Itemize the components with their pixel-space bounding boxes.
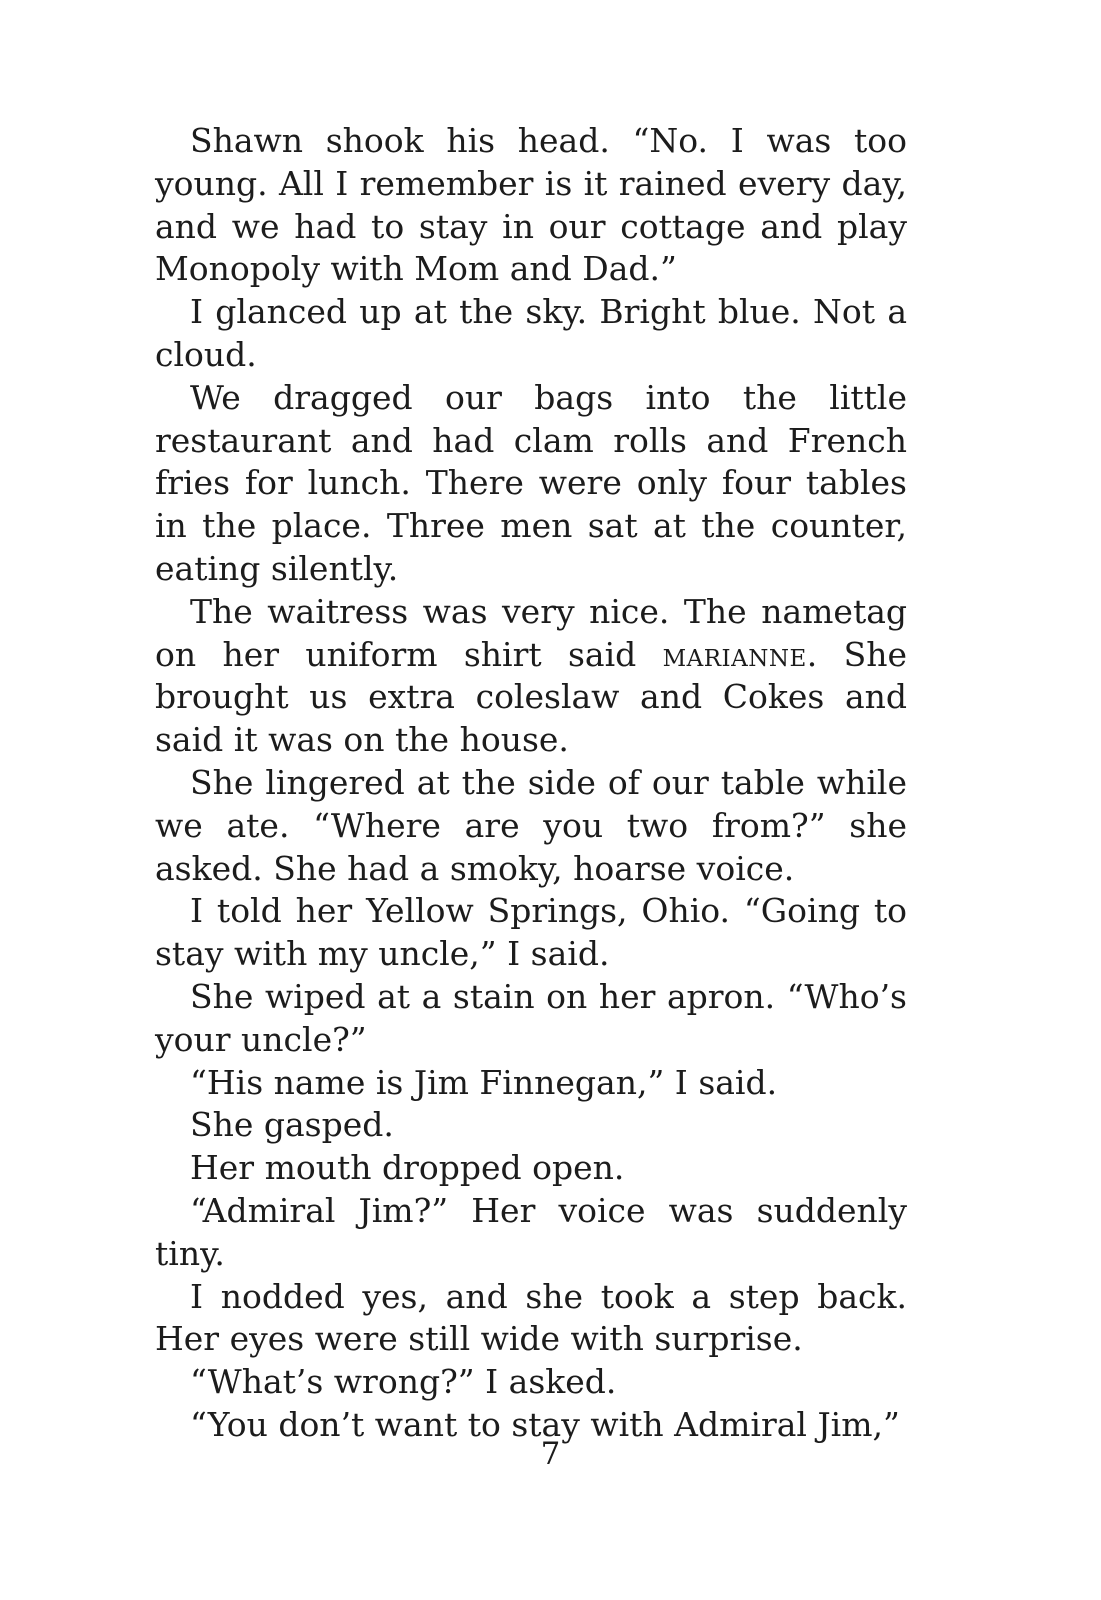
paragraph-13: “What’s wrong?” I asked. bbox=[190, 1362, 617, 1402]
paragraph-5: She lingered at the side of our table while we ate. “Where are you two from?” she asked. She had a smoky, hoarse voice. bbox=[155, 762, 907, 888]
paragraph-10: Her mouth dropped open. bbox=[190, 1148, 625, 1188]
body-text bbox=[155, 120, 907, 1447]
paragraph-3: We dragged our bags into the little restaurant and had clam rolls and French fries for lunch. There were only four tables in the place. Three men sat at the counter, eating silently. bbox=[155, 377, 907, 588]
paragraph-9: She gasped. bbox=[190, 1105, 394, 1145]
paragraph-7: She wiped at a stain on her apron. “Who’s your uncle?” bbox=[155, 976, 907, 1059]
paragraph-6: I told her Yellow Springs, Ohio. “Going to stay with my uncle,” I said. bbox=[155, 891, 907, 974]
paragraph-8: “His name is Jim Finnegan,” I said. bbox=[190, 1062, 778, 1102]
paragraph-1: Shawn shook his head. “No. I was too young. All I remember is it rained every day, and we had to stay in our cottage and play Monopoly with Mom and Dad.” bbox=[155, 121, 907, 289]
paragraph-11: “Admiral Jim?” Her voice was suddenly tiny. bbox=[155, 1190, 907, 1273]
paragraph-12: I nodded yes, and she took a step back. Her eyes were still wide with surprise. bbox=[155, 1276, 907, 1359]
paragraph-14: “You don’t want to stay with Admiral Jim,” bbox=[190, 1404, 900, 1444]
nametag-text: marianne bbox=[662, 634, 807, 674]
paragraph-2: I glanced up at the sky. Bright blue. Not a cloud. bbox=[155, 292, 907, 374]
page-number: 7 bbox=[540, 1436, 561, 1472]
paragraph-4-after: . She brought us extra coleslaw and Cokes and said it was on the house. bbox=[155, 634, 907, 760]
paragraph-4-before: The waitress was very nice. The nametag on her uniform shirt said bbox=[155, 591, 907, 674]
paragraph-4 bbox=[155, 591, 907, 762]
